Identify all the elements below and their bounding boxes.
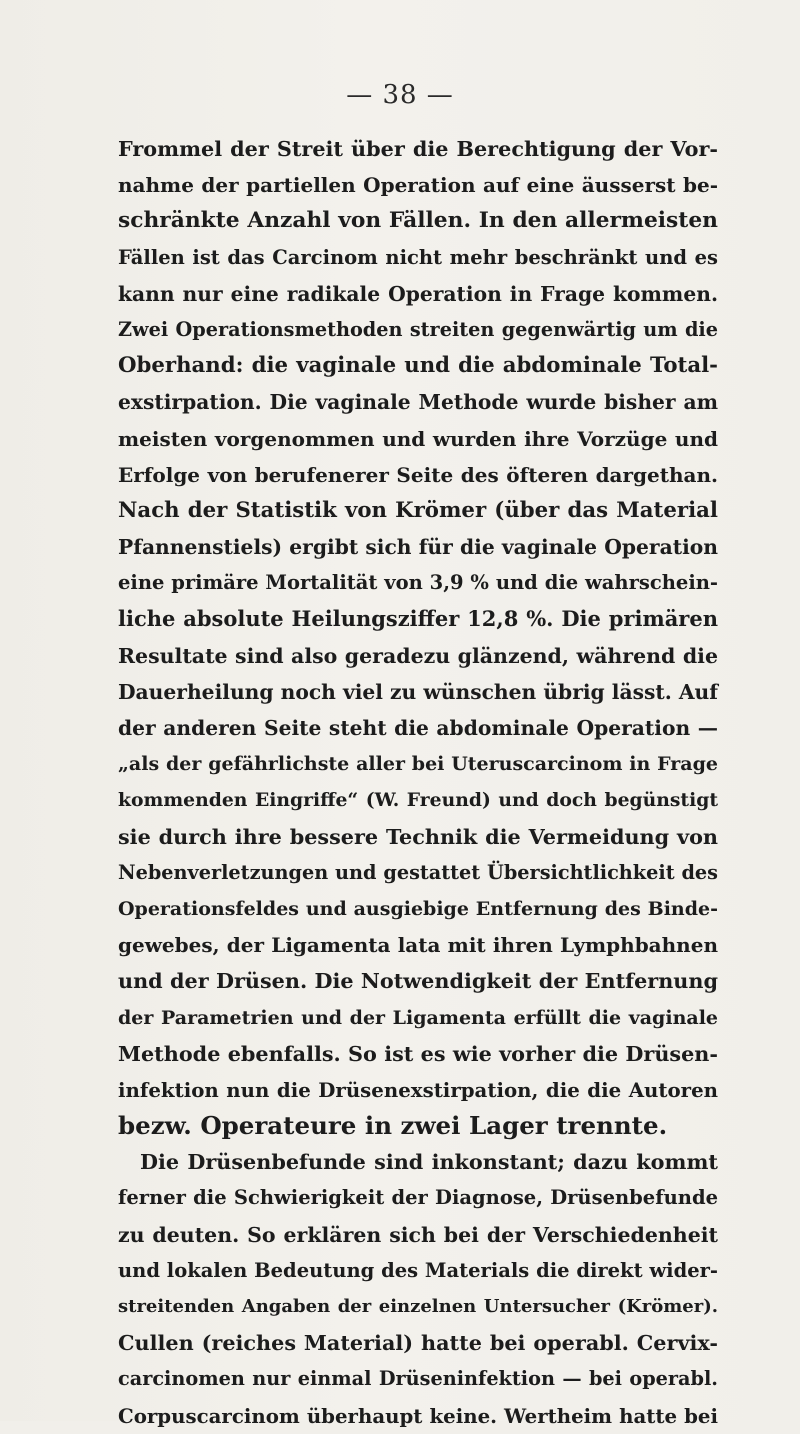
text-line: gewebes, der Ligamenta lata mit ihren Lymphbahnen [118,933,718,958]
text-line-paragraph-start: Die Drüsenbefunde sind inkonstant; dazu kommt [140,1150,718,1175]
text-line: und der Drüsen. Die Notwendigkeit der Entfernung [118,969,718,994]
text-line: „als der gefährlichste aller bei Uteruscarcinom in Frage [118,753,718,776]
text-line: Erfolge von berufenerer Seite des öfteren dargethan. [118,462,718,487]
text-line: Dauerheilung noch viel zu wünschen übrig lässt. Auf [118,679,718,704]
text-line: kommenden Eingriffe“ (W. Freund) und doch begünstigt [118,789,718,812]
text-line: Fällen ist das Carcinom nicht mehr beschränkt und es [118,245,718,269]
text-line: schränkte Anzahl von Fällen. In den allermeisten [118,208,718,234]
text-line: Frommel der Streit über die Berechtigung der Vor- [118,137,718,161]
text-line: der Parametrien und der Ligamenta erfüllt die vaginale [118,1006,718,1029]
text-line: bezw. Operateure in zwei Lager trennte. [118,1111,668,1141]
text-line: Corpuscarcinom überhaupt keine. Wertheim hatte bei [118,1403,718,1428]
text-line: nahme der partiellen Operation auf eine äusserst be- [118,173,718,198]
text-line: eine primäre Mortalität von 3,9 % und die wahrschein- [118,571,718,595]
text-line: der anderen Seite steht die abdominale Operation — [118,716,718,740]
body-text [118,131,718,1434]
text-line: carcinomen nur einmal Drüseninfektion — bei operabl. [118,1367,718,1391]
text-line: Pfannenstiels) ergibt sich für die vaginale Operation [118,535,718,560]
text-line: Zwei Operationsmethoden streiten gegenwärtig um die [118,317,718,341]
text-line: Cullen (reiches Material) hatte bei operabl. Cervix- [118,1331,718,1356]
text-line: kann nur eine radikale Operation in Frage kommen. [118,281,718,306]
text-line: und lokalen Bedeutung des Materials die direkt wider- [118,1258,718,1282]
text-line: meisten vorgenommen und wurden ihre Vorzüge und [118,426,718,451]
text-line: sie durch ihre bessere Technik die Vermeidung von [118,824,718,849]
text-line: Resultate sind also geradezu glänzend, während die [118,643,718,668]
text-line: ferner die Schwierigkeit der Diagnose, Drüsenbefunde [118,1186,718,1210]
page-number: — 38 — [346,80,454,110]
text-line: liche absolute Heilungsziffer 12,8 %. Die primären [118,606,718,632]
text-line: Oberhand: die vaginale und die abdominale Total- [118,353,718,379]
text-line: infektion nun die Drüsenexstirpation, die die Autoren [118,1077,718,1102]
text-line: Nach der Statistik von Krömer (über das Material [118,497,718,523]
text-line: Methode ebenfalls. So ist es wie vorher die Drüsen- [118,1041,718,1066]
text-line: Nebenverletzungen und gestattet Übersichtlichkeit des [118,860,718,884]
text-line: Operationsfeldes und ausgiebige Entfernung des Binde- [118,897,718,920]
text-line: exstirpation. Die vaginale Methode wurde bisher am [118,390,718,415]
text-line: streitenden Angaben der einzelnen Untersucher (Krömer). [118,1296,718,1317]
text-line: zu deuten. So erklären sich bei der Verschiedenheit [118,1222,718,1247]
